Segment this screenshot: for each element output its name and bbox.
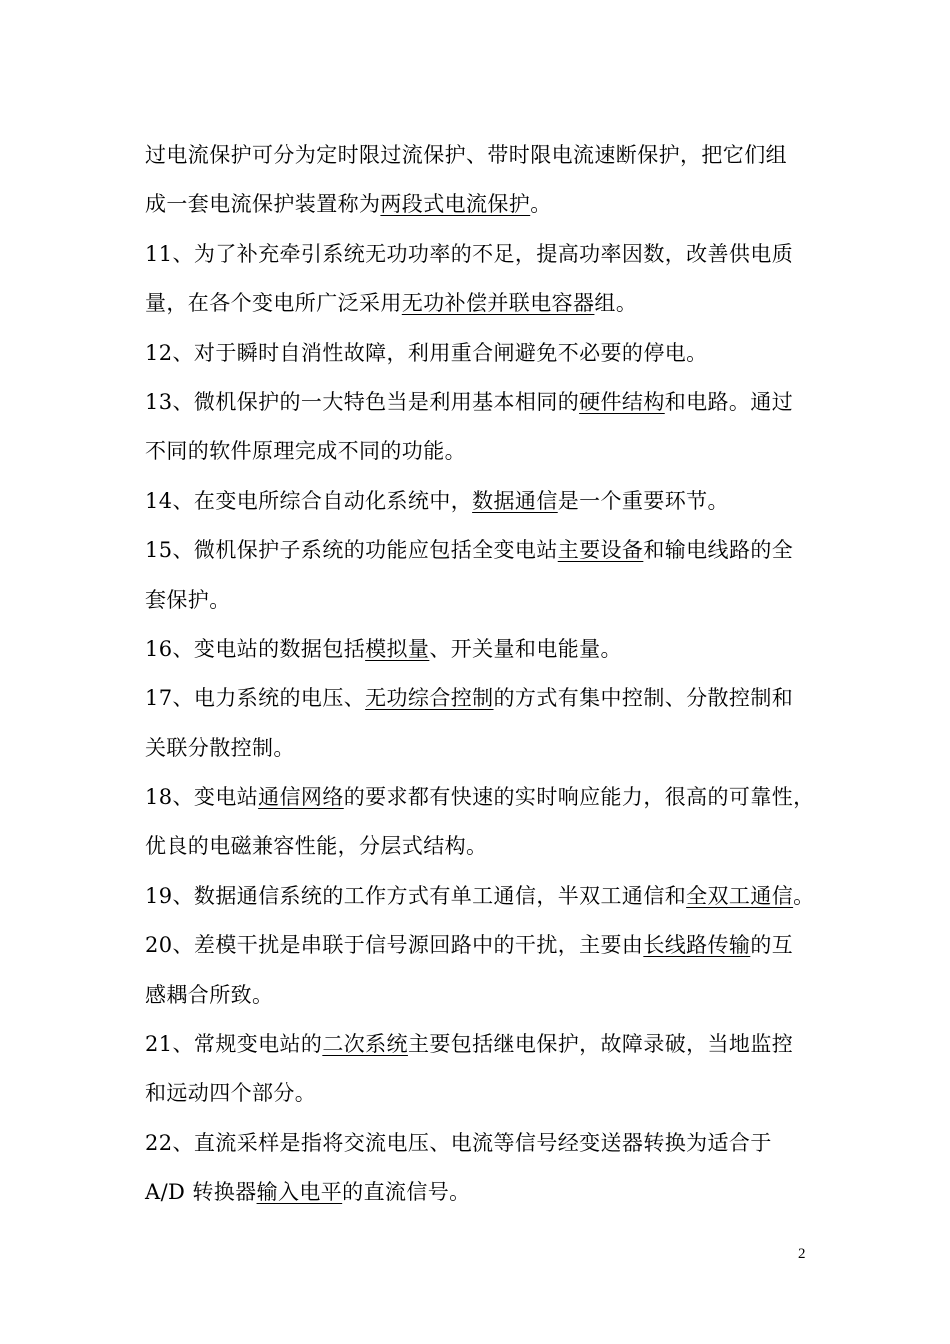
text-run: 16、变电站的数据包括 [145, 636, 366, 661]
text-run: 的互 [750, 933, 794, 958]
text-run: 21、常规变电站的 [145, 1032, 323, 1057]
text-line [145, 1119, 825, 1168]
text-run: 12、对于瞬时自消性故障，利用重合闸避免不必要的停电。 [145, 340, 708, 365]
text-run: 是一个重要环节。 [557, 488, 729, 513]
text-run: 11、为了补充牵引系统无功功率的不足，提高功率因数，改善供电质 [145, 241, 794, 266]
text-run: 关联分散控制。 [145, 735, 295, 760]
text-run: 的直流信号。 [342, 1180, 471, 1205]
text-run: 过电流保护可分为定时限过流保护、带时限电流速断保护，把它们组 [145, 143, 787, 167]
text-run: 不同的软件原理完成不同的功能。 [145, 439, 466, 464]
text-line [145, 329, 825, 378]
underlined-answer: 无功综合控制 [365, 686, 494, 711]
text-run: 14、在变电所综合自动化系统中， [145, 488, 473, 513]
text-run: 17、电力系统的电压、 [145, 686, 366, 711]
text-run: 套保护。 [145, 587, 231, 612]
text-run: 和远动四个部分。 [145, 1081, 317, 1106]
text-line [145, 131, 825, 180]
underlined-answer: 硬件结构 [579, 389, 665, 414]
text-run: 成一套电流保护装置称为 [145, 192, 381, 217]
text-run: 22、直流采样是指将交流电压、电流等信号经变送器转换为适合于 [145, 1130, 772, 1155]
text-run: 、开关量和电能量。 [429, 636, 622, 661]
text-run: 优良的电磁兼容性能，分层式结构。 [145, 834, 488, 859]
text-line [145, 1168, 825, 1217]
text-line [145, 1069, 825, 1118]
underlined-answer: 两段式电流保护 [380, 192, 531, 217]
text-line [145, 773, 825, 822]
text-line [145, 625, 825, 674]
underlined-answer: 数据通信 [472, 488, 558, 513]
underlined-answer: 主要设备 [557, 538, 644, 563]
text-run: 组。 [594, 291, 638, 316]
text-run: A/D 转换器 [145, 1180, 257, 1205]
text-line [145, 477, 825, 526]
text-line [145, 378, 825, 427]
text-line [145, 674, 825, 723]
text-line [145, 971, 825, 1020]
text-line [145, 1020, 825, 1069]
text-run: 。 [793, 883, 815, 908]
text-run: 13、微机保护的一大特色当是利用基本相同的 [145, 389, 580, 414]
page-number: 2 [798, 1246, 806, 1262]
text-run: 18、变电站 [145, 785, 259, 810]
text-line [145, 427, 825, 476]
underlined-answer: 模拟量 [365, 636, 430, 661]
text-line [145, 872, 825, 921]
text-run: 15、微机保护子系统的功能应包括全变电站 [145, 538, 558, 563]
text-run: 和电路。通过 [664, 389, 794, 414]
text-line [145, 724, 825, 773]
underlined-answer: 二次系统 [322, 1032, 408, 1057]
text-run: 19、数据通信系统的工作方式有单工通信，半双工通信和 [145, 883, 687, 908]
text-run: 和输电线路的全 [643, 538, 794, 563]
text-line [145, 921, 825, 970]
underlined-answer: 长线路传输 [643, 933, 751, 958]
text-run: 量，在各个变电所广泛采用 [145, 291, 402, 316]
body-text [145, 131, 825, 1218]
text-line [145, 279, 825, 328]
text-line [145, 576, 825, 625]
text-line [145, 822, 825, 871]
text-run: 感耦合所致。 [145, 982, 274, 1007]
underlined-answer: 通信网络 [258, 785, 344, 810]
text-line [145, 526, 825, 575]
text-run: 的方式有集中控制、分散控制和 [493, 686, 794, 711]
text-run: 主要包括继电保护，故障录破，当地监控 [407, 1032, 794, 1057]
underlined-answer: 全双工通信 [686, 883, 794, 908]
text-run: 。 [530, 192, 552, 217]
underlined-answer: 输入电平 [256, 1180, 343, 1205]
underlined-answer: 无功补偿并联电容器 [401, 291, 595, 316]
text-run: 的要求都有快速的实时响应能力，很高的可靠性， [343, 785, 815, 810]
text-line [145, 230, 825, 279]
text-line [145, 180, 825, 229]
text-run: 20、差模干扰是串联于信号源回路中的干扰，主要由 [145, 933, 644, 958]
